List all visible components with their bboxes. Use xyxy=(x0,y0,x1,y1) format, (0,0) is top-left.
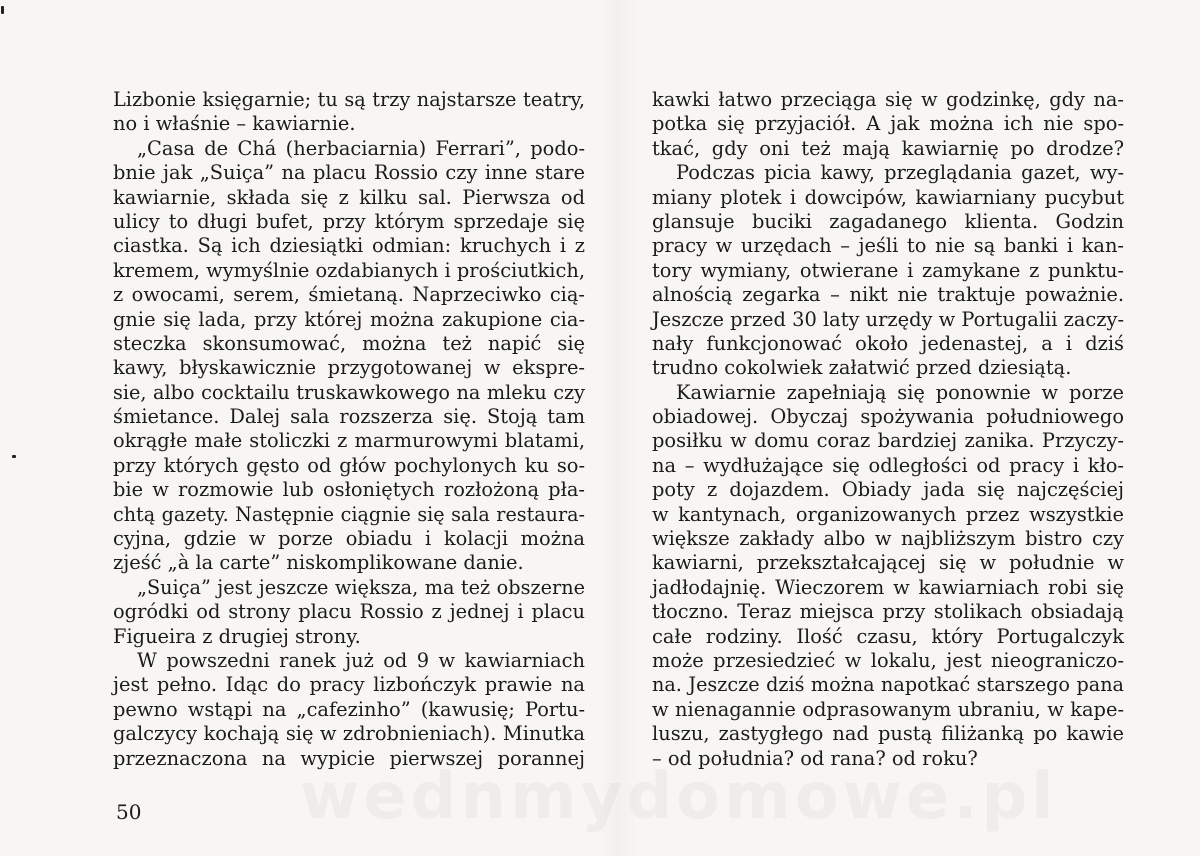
text-line: ciastka. Są ich dziesiątki odmian: kruchych i z xyxy=(113,234,585,258)
text-line: no i właśnie – kawiarnie. xyxy=(113,112,356,136)
text-line: ogródki od strony placu Rossio z jednej i placu xyxy=(113,600,585,624)
text-line: śmietance. Dalej sala rozszerza się. Stoją tam xyxy=(113,405,585,429)
text-line: ulicy to długi bufet, przy którym sprzedaje się xyxy=(113,209,585,233)
text-line: zjeść „à la carte” niskomplikowane danie. xyxy=(113,551,524,575)
text-line: w kantynach, organizowanych przez wszystkie xyxy=(652,502,1124,526)
text-line: chtą gazety. Następnie ciągnie się sala restaura- xyxy=(113,502,585,526)
text-line: kawki łatwo przeciąga się w godzinkę, gdy na- xyxy=(652,88,1124,111)
text-line: jadłodajnię. Wieczorem w kawiarniach robi się xyxy=(652,575,1124,599)
text-line: tłoczno. Teraz miejsca przy stolikach obsiadają xyxy=(652,600,1124,624)
text-line: – od południa? od rana? od roku? xyxy=(652,746,978,770)
text-line: „Casa de Chá (herbaciarnia) Ferrari”, podo- xyxy=(137,136,585,160)
text-line: tory wymiany, otwierane i zamykane z punktu- xyxy=(652,258,1124,282)
text-line: obiadowej. Obyczaj spożywania południowego xyxy=(652,405,1124,429)
text-line: potka się przyjaciół. A jak można ich nie spo- xyxy=(652,112,1124,136)
text-line: przeznaczona na wypicie pierwszej porannej xyxy=(113,746,585,770)
text-line: posiłku w domu coraz bardziej zanika. Przyczy- xyxy=(652,429,1124,453)
text-line: może przesiedzieć w lokalu, jest nieograniczo- xyxy=(652,648,1124,672)
gutter-shadow xyxy=(598,0,638,856)
text-line: Figueira z drugiej strony. xyxy=(113,624,361,648)
text-line: Lizbonie księgarnie; tu są trzy najstarsze teatry, xyxy=(113,88,585,111)
text-line: luszu, zastygłego nad pustą filiżanką po kawie xyxy=(652,722,1124,746)
text-line: przy których gęsto od głów pochylonych ku so- xyxy=(113,453,585,477)
text-line: kawy, błyskawicznie przygotowanej w ekspre- xyxy=(113,356,585,380)
text-line: z owocami, serem, śmietaną. Naprzeciwko cią- xyxy=(113,283,585,307)
text-line: kawiarnie, składa się z kilku sal. Pierwsza od xyxy=(113,185,585,209)
text-line: tkać, gdy oni też mają kawiarnię po drodze? xyxy=(652,136,1124,160)
text-line: jest pełno. Idąc do pracy lizbończyk prawie na xyxy=(113,673,585,697)
text-line: poty z dojazdem. Obiady jada się najczęściej xyxy=(652,478,1124,502)
text-line: „Suiça” jest jeszcze większa, ma też obszerne xyxy=(137,575,585,599)
text-line: Podczas picia kawy, przeglądania gazet, wy- xyxy=(676,161,1124,185)
text-line: pewno wstąpi na „cafezinho” (kawusię; Portu- xyxy=(113,697,585,721)
right-page-text xyxy=(652,88,1124,771)
text-line: trudno cokolwiek załatwić przed dziesiątą. xyxy=(652,356,1072,380)
text-line: bie w rozmowie lub osłoniętych rozłożoną pła- xyxy=(113,478,585,502)
text-line: w nienagannie odprasowanym ubraniu, w kape- xyxy=(652,697,1124,721)
text-line: Kawiarnie zapełniają się ponownie w porze xyxy=(676,380,1124,404)
text-line: na – wydłużające się odległości od pracy i kło- xyxy=(652,453,1124,477)
text-line: nały funkcjonować około jedenastej, a i dziś xyxy=(652,331,1124,355)
text-line: gnie się lada, przy której można zakupione cia- xyxy=(113,307,585,331)
text-line: glansuje buciki zagadanego klienta. Godzin xyxy=(652,209,1124,233)
left-page-text xyxy=(113,88,585,771)
text-line: galczycy kochają się w zdrobnieniach). Minutka xyxy=(113,722,585,746)
scan-speck xyxy=(12,455,16,458)
text-line: całe rodziny. Ilość czasu, który Portugalczyk xyxy=(652,624,1124,648)
text-line: większe zakłady albo w najbliższym bistro czy xyxy=(652,527,1124,551)
text-line: alnością zegarka – nikt nie traktuje poważnie. xyxy=(652,283,1124,307)
text-line: Jeszcze przed 30 laty urzędy w Portugalii zaczy- xyxy=(652,307,1124,331)
watermark xyxy=(300,760,1057,834)
text-line: sie, albo cocktailu truskawkowego na mleku czy xyxy=(113,380,585,404)
text-line: cyjna, gdzie w porze obiadu i kolacji można xyxy=(113,527,585,551)
text-line: pracy w urzędach – jeśli to nie są banki i kan- xyxy=(652,234,1124,258)
text-line: kremem, wymyślnie ozdabianych i prościutkich, xyxy=(113,258,585,282)
text-line: okrągłe małe stoliczki z marmurowymi blatami, xyxy=(113,429,585,453)
scan-speck xyxy=(1,6,4,14)
text-line: bnie jak „Suiça” na placu Rossio czy inne stare xyxy=(113,161,585,185)
text-line: miany plotek i dowcipów, kawiarniany pucybut xyxy=(652,185,1124,209)
text-line: W powszedni ranek już od 9 w kawiarniach xyxy=(137,648,585,672)
text-line: kawiarni, przekształcającej się w południe w xyxy=(652,551,1124,575)
page-number: 50 xyxy=(116,800,142,824)
text-line: na. Jeszcze dziś można napotkać starszego pana xyxy=(652,673,1124,697)
text-line: steczka skonsumować, można też napić się xyxy=(113,331,585,355)
